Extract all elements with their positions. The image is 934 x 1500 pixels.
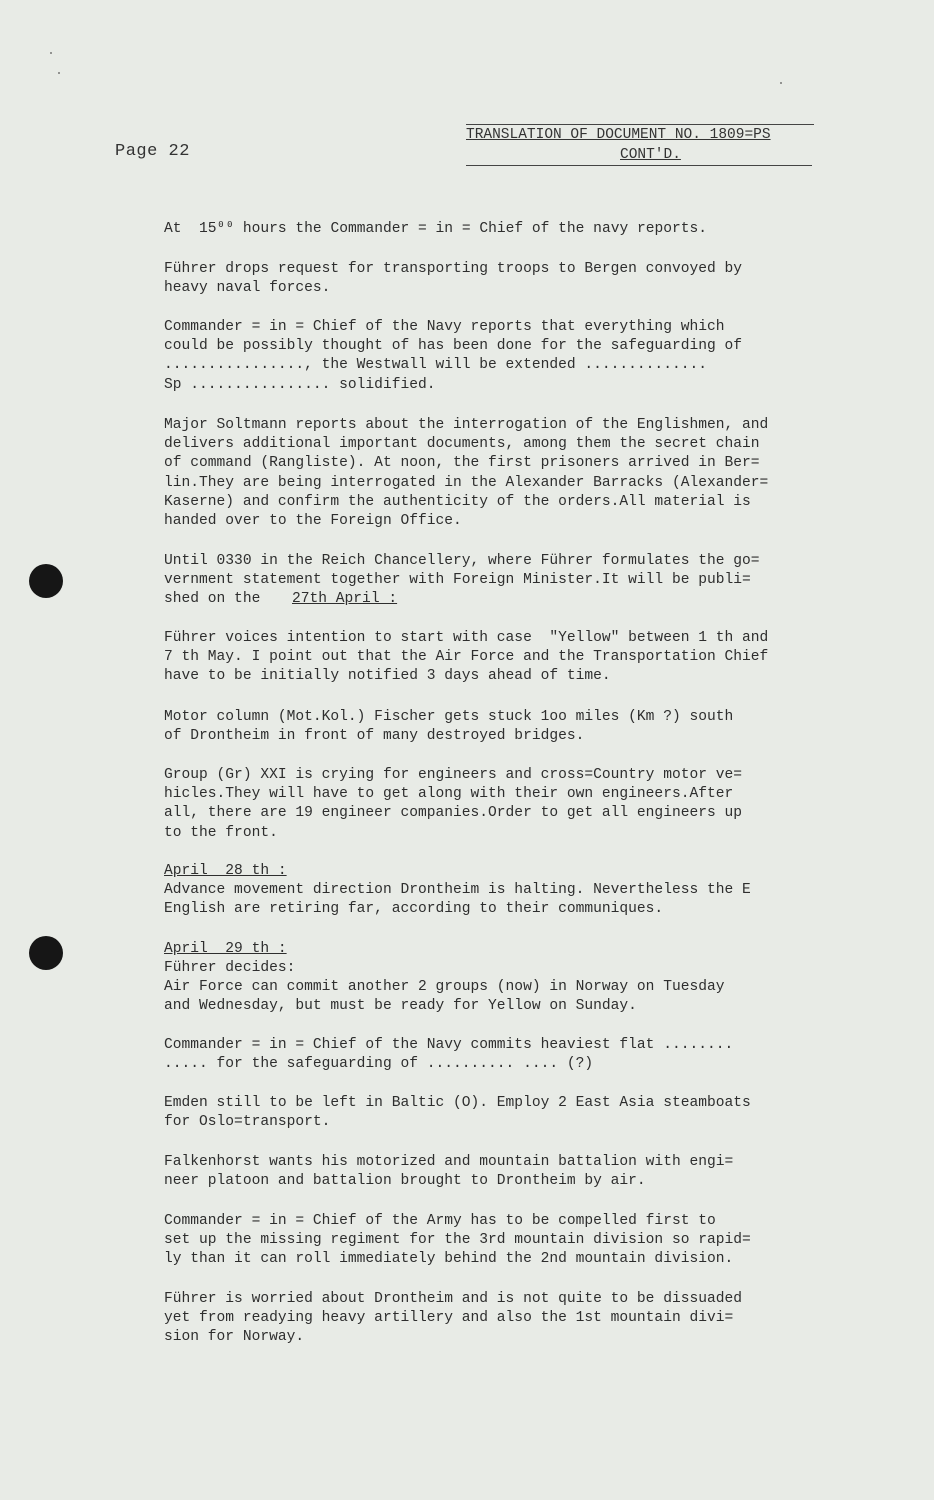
speck <box>58 72 60 74</box>
paragraph: Commander = in = Chief of the Navy reports that everything which could be possibly thought of has been done for the safeguarding of ................, the Westwall will be extended .............. Sp ................ solidified. <box>164 319 743 393</box>
paragraph: Falkenhorst wants his motorized and mountain battalion with engi= neer platoon and battalion brought to Drontheim by air. <box>164 1154 734 1190</box>
paragraph: Emden still to be left in Baltic (O). Employ 2 East Asia steamboats for Oslo=transport. <box>164 1095 751 1131</box>
document-header <box>466 124 814 166</box>
speck <box>50 52 52 54</box>
speck <box>780 82 782 84</box>
document-title: TRANSLATION OF DOCUMENT NO. 1809=PS <box>466 124 814 145</box>
paragraph: Motor column (Mot.Kol.) Fischer gets stuck 1oo miles (Km ?) south of Drontheim in front of many destroyed bridges. <box>164 709 734 745</box>
punch-hole-bottom <box>29 936 63 970</box>
document-continued: CONT'D. <box>466 145 812 166</box>
paragraph: Commander = in = Chief of the Navy commits heaviest flat ........ ..... for the safeguarding of .......... .... (?) <box>164 1037 734 1073</box>
page-number: Page 22 <box>115 142 190 161</box>
paragraph: Major Soltmann reports about the interrogation of the Englishmen, and delivers additional important documents, among them the secret chain of command (Rangliste). At noon, the first prisoners arrived in Ber= lin.They are being interrogated in the Alexander Barracks (Alexander= Kaserne) and confirm the authenticity of the orders.All material is handed over to the Foreign Office. <box>164 417 769 530</box>
paragraph: Führer is worried about Drontheim and is not quite to be dissuaded yet from readying heavy artillery and also the 1st mountain divi= sion for Norway. <box>164 1291 743 1346</box>
paragraph: Group (Gr) XXI is crying for engineers and cross=Country motor ve= hicles.They will have to get along with their own engineers.After all, there are 19 engineer companies.Order to get all engineers up to the front. <box>164 767 743 841</box>
date-heading-april-28: April 28 th : <box>164 863 287 879</box>
paragraph: At 15⁰⁰ hours the Commander = in = Chief of the navy reports. <box>164 221 708 237</box>
date-heading-april-29: April 29 th : <box>164 941 287 957</box>
paragraph: Until 0330 in the Reich Chancellery, where Führer formulates the go= vernment statement together with Foreign Minister.It will be publi= shed on the <box>164 553 760 608</box>
paragraph: Führer drops request for transporting troops to Bergen convoyed by heavy naval forces. <box>164 261 743 297</box>
publish-date: 27th April : <box>292 591 398 607</box>
paragraph: Führer voices intention to start with case "Yellow" between 1 th and 7 th May. I point out that the Air Force and the Transportation Chief have to be initially notified 3 days ahead of time. <box>164 630 769 685</box>
paragraph: Commander = in = Chief of the Army has to be compelled first to set up the missing regiment for the 3rd mountain division so rapid= ly than it can roll immediately behind the 2nd mountain division. <box>164 1213 751 1268</box>
punch-hole-top <box>29 564 63 598</box>
paragraph: Advance movement direction Drontheim is halting. Nevertheless the E English are retiring far, according to their communiques. <box>164 882 751 918</box>
paragraph: Führer decides: Air Force can commit another 2 groups (now) in Norway on Tuesday and Wednesday, but must be ready for Yellow on Sunday. <box>164 960 725 1015</box>
